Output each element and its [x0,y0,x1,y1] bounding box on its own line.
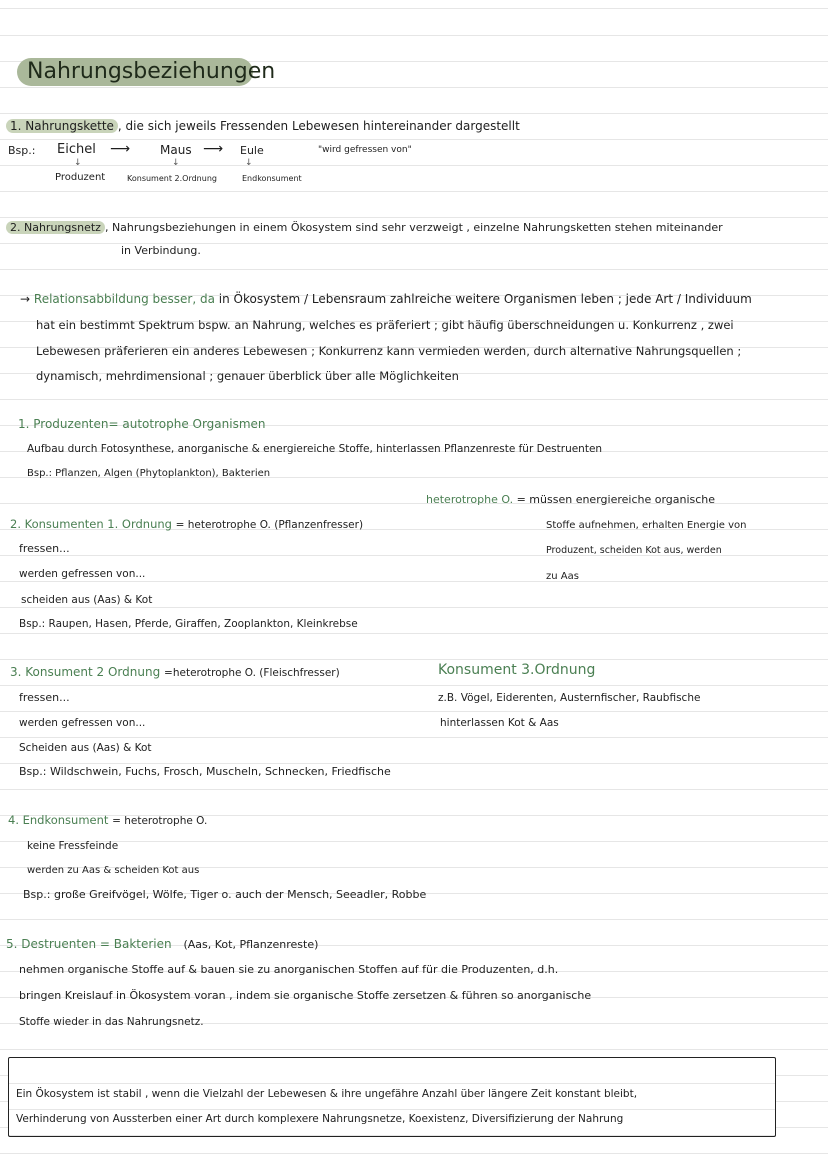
destruenten-line1: nehmen organische Stoffe auf & bauen sie zu anorganischen Stoffen auf für die Produzenten, d.h. [19,963,559,976]
produzenten-line2: Bsp.: Pflanzen, Algen (Phytoplankton), Bakterien [27,468,271,479]
konsumenten1-line1: fressen... [19,542,70,555]
destruenten-paren: (Aas, Kot, Pflanzenreste) [183,938,319,951]
destruenten-heading-line [6,936,318,953]
netz-section [6,220,723,236]
konsumenten1-line3: scheiden aus (Aas) & Kot [21,594,153,606]
chain-heading: 1. Nahrungskette [6,119,118,133]
hetero-line2: Stoffe aufnehmen, erhalten Energie von [546,520,747,531]
chain-arrow-1: ⟶ [110,141,131,157]
destruenten-heading: 5. Destruenten = Bakterien [6,937,172,951]
hetero-line1-text: = müssen energiereiche organische [516,493,716,506]
endkonsument-heading-line [8,812,207,829]
chain-eule: Eule [240,144,264,157]
chain-produzent: Produzent [55,172,106,183]
konsumenten1-line4: Bsp.: Raupen, Hasen, Pferde, Giraffen, Zooplankton, Kleinkrebse [19,618,358,630]
down-arrow-icon: ↓ [74,158,82,168]
hetero-line3: Produzent, scheiden Kot aus, werden [546,545,722,556]
relation-line4: dynamisch, mehrdimensional ; genauer überblick über alle Möglichkeiten [36,369,459,383]
konsumenten2-line1: fressen... [19,691,70,704]
hetero-heading: heterotrophe O. [426,493,514,506]
konsumenten3-line1: z.B. Vögel, Eiderenten, Austernfischer, Raubfische [438,692,701,704]
produzenten-heading: 1. Produzenten= autotrophe Organismen [18,417,266,431]
relation-line1 [20,291,752,307]
konsumenten2-line4: Bsp.: Wildschwein, Fuchs, Frosch, Muscheln, Schnecken, Friedfische [19,765,391,778]
endkonsument-line3: Bsp.: große Greifvögel, Wölfe, Tiger o. auch der Mensch, Seeadler, Robbe [23,888,427,901]
netz-line2: in Verbindung. [121,244,201,257]
chain-section [6,118,520,134]
relation-line2: hat ein bestimmt Spektrum bspw. an Nahrung, welches es präferiert ; gibt häufig überschneidungen u. Konkurrenz , zwei [36,318,734,332]
konsumenten2-line2: werden gefressen von... [19,717,146,729]
konsumenten2-heading-line [10,664,340,681]
konsumenten2-line3: Scheiden aus (Aas) & Kot [19,742,152,754]
konsumenten3-line2: hinterlassen Kot & Aas [440,717,559,729]
konsumenten2-heading: 3. Konsument 2 Ordnung [10,665,161,679]
endkonsument-line2: werden zu Aas & scheiden Kot aus [27,865,200,876]
endkonsument-eq: = heterotrophe O. [112,815,208,827]
chain-description: , die sich jeweils Fressenden Lebewesen hintereinander dargestellt [117,119,520,133]
chain-example-label: Bsp.: [8,144,36,157]
netz-heading: 2. Nahrungsnetz [6,221,105,234]
endkonsument-heading: 4. Endkonsument [8,813,109,827]
relation-lead: Relationsabbildung besser, da [33,292,215,306]
chain-note: "wird gefressen von" [318,145,412,155]
hetero-line4: zu Aas [546,571,579,582]
konsumenten1-heading-line [10,516,363,533]
chain-maus: Maus [160,143,192,157]
endkonsument-line1: keine Fressfeinde [27,840,119,852]
netz-line1: , Nahrungsbeziehungen in einem Ökosystem sind sehr verzweigt , einzelne Nahrungsketten stehen miteinander [104,221,723,234]
konsumenten3-heading: Konsument 3.Ordnung [438,662,596,678]
chain-endkonsument: Endkonsument [242,174,302,183]
konsumenten1-heading: 2. Konsumenten 1. Ordnung [10,517,172,531]
summary-line1: Ein Ökosystem ist stabil , wenn die Vielzahl der Lebewesen & ihre ungefähre Anzahl über längere Zeit konstant bleibt, [16,1088,638,1100]
chain-arrow-2: ⟶ [203,141,224,157]
produzenten-line1: Aufbau durch Fotosynthese, anorganische & energiereiche Stoffe, hinterlassen Pflanzenreste für Destruenten [27,443,603,455]
destruenten-line2: bringen Kreislauf in Ökosystem voran , indem sie organische Stoffe zersetzen & führen so anorganische [19,989,592,1002]
down-arrow-icon: ↓ [172,158,180,168]
relation-line1-text: in Ökosystem / Lebensraum zahlreiche weitere Organismen leben ; jede Art / Individuum [218,292,752,306]
konsumenten1-line2: werden gefressen von... [19,568,146,580]
page-title: Nahrungsbeziehungen [27,59,276,84]
arrow-right-icon: → [20,292,31,306]
chain-eichel: Eichel [57,142,96,157]
destruenten-line3: Stoffe wieder in das Nahrungsnetz. [19,1016,204,1028]
chain-konsument2: Konsument 2.Ordnung [127,174,217,183]
summary-line2: Verhinderung von Aussterben einer Art durch komplexere Nahrungsnetze, Koexistenz, Diversifizierung der Nahrung [16,1113,624,1125]
hetero-line1 [426,492,715,508]
down-arrow-icon: ↓ [245,158,253,168]
konsumenten1-eq: = heterotrophe O. (Pflanzenfresser) [175,519,364,531]
relation-line3: Lebewesen präferieren ein anderes Lebewesen ; Konkurrenz kann vermieden werden, durch alternative Nahrungsquellen ; [36,344,742,358]
konsumenten2-eq: =heterotrophe O. (Fleischfresser) [164,667,340,679]
